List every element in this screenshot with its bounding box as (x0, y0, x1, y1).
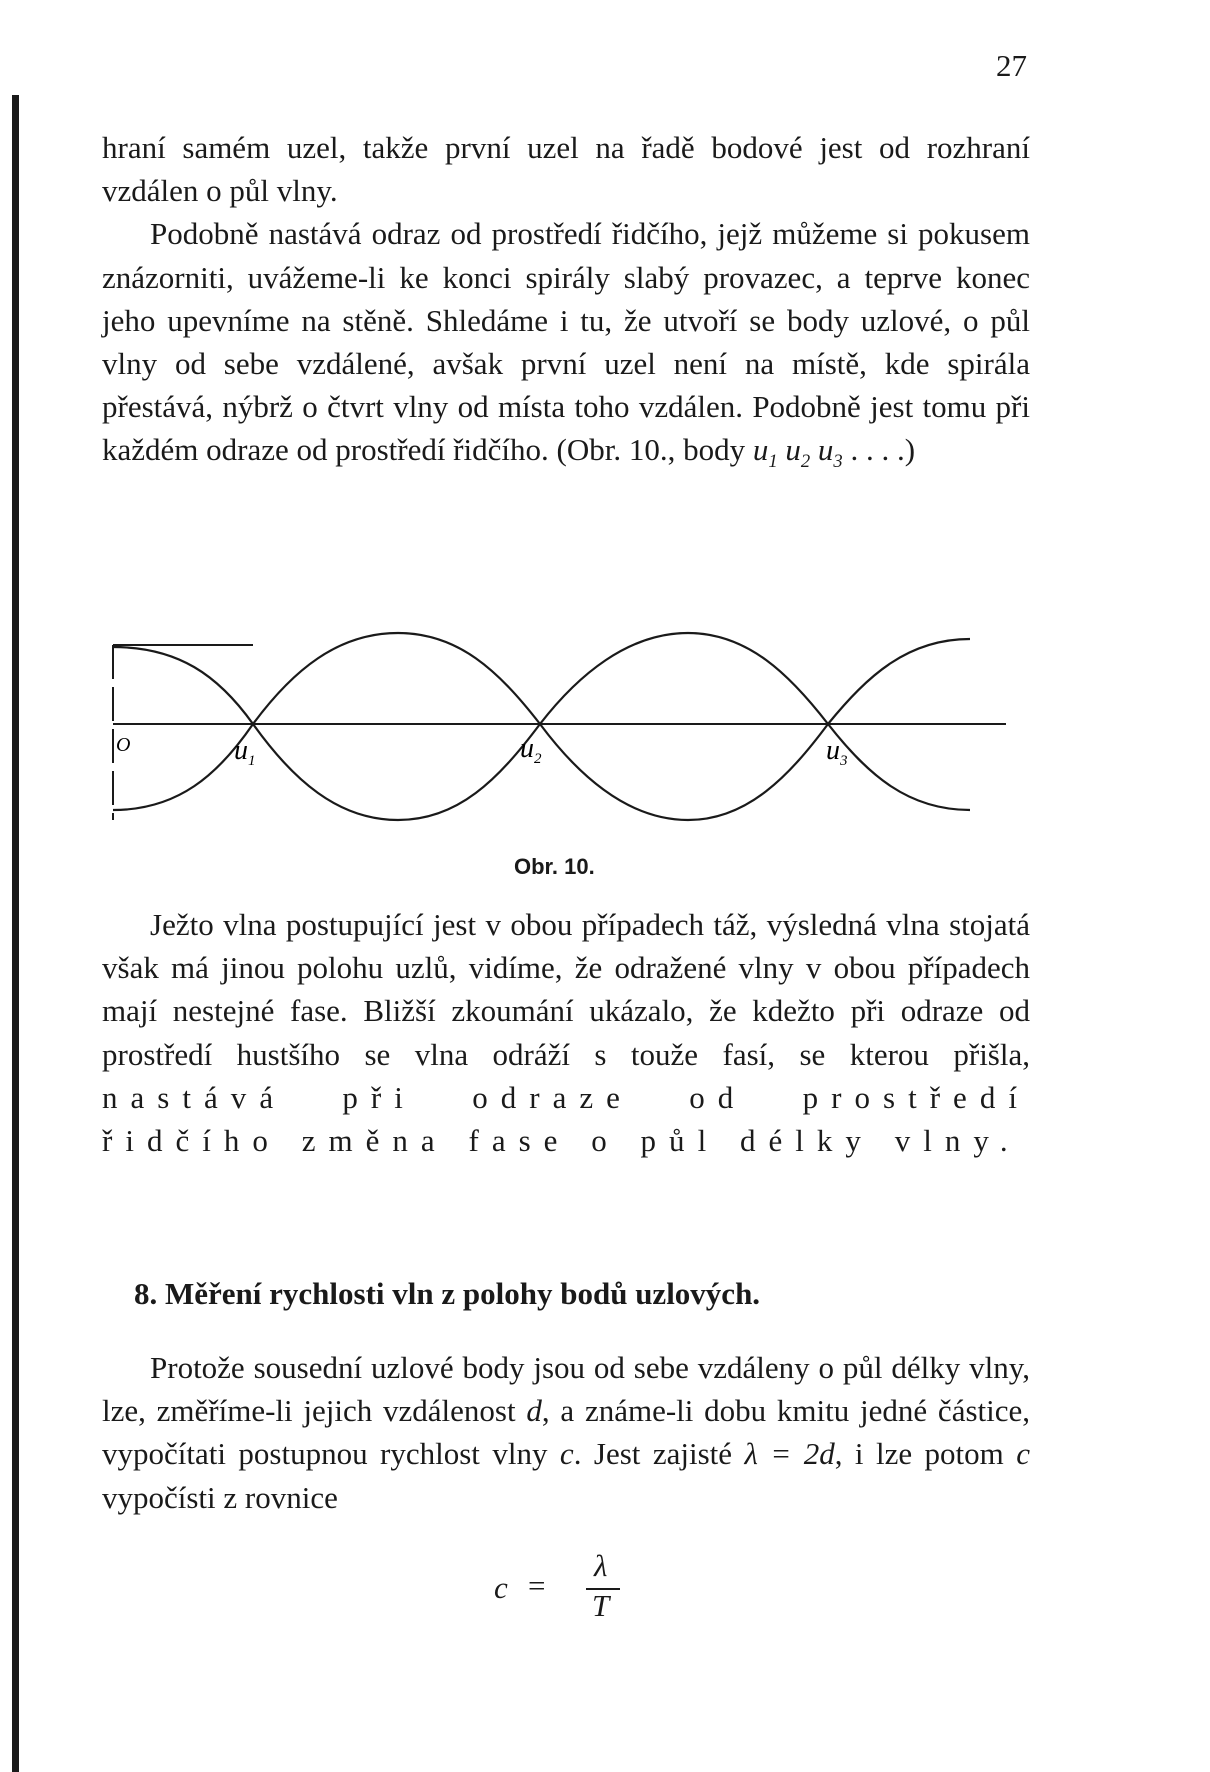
symbol-c-2: c (1016, 1436, 1030, 1472)
paragraph-1-main: Podobně nastává odraz od prostředí řidčího, jejž můžeme si pokusem znázorniti, uvážeme-li ke konci spirály slabý provazec, a teprve konec jeho upevníme na stěně. Shledáme i tu, že utvoří se body uzlové, o půl vlny od sebe vzdálené, avšak první uzel není na místě, kde spirála přestává, nýbrž o čtvrt vlny od místa toho vzdálen. Podobně jest tomu při každém odraze od prostředí řidčího. (Obr. 10., body (102, 216, 1030, 468)
node-symbol-3: $u_3$ (817, 432, 843, 473)
formula-lhs: c (494, 1570, 508, 1605)
paragraph-3: Protože sousední uzlové body jsou od sebe vzdáleny o půl délky vlny, lze, změříme-li jejich vzdálenost d, a známe-li dobu kmitu jedné částice, vypočítati postupnou rychlost vlny c. Jest zajisté λ = 2d, i lze potom c vypočísti z rovnice (102, 1350, 1031, 1515)
formula-equals: = (528, 1568, 546, 1603)
page-number: 27 (996, 48, 1027, 83)
paragraph-1-tail: . . . .) (842, 432, 916, 468)
node-symbol-1: $u_1$ (752, 432, 778, 473)
paragraph-2-spaced: nastává při odraze od prostředí řidčího změna fase o půl délky vlny. (102, 1079, 1030, 1159)
page-edge-bar (12, 95, 19, 1772)
figure-standing-wave (108, 625, 1008, 847)
formula-numerator: λ (594, 1548, 608, 1583)
node-label-3: $u_3$ (826, 735, 848, 769)
node-label-2: $u_2$ (520, 733, 542, 767)
formula (494, 1548, 644, 1628)
section-heading: 8. Měření rychlosti vln z polohy bodů uzlových. (134, 1276, 761, 1311)
formula-denominator: T (592, 1588, 610, 1623)
paragraph-1 (102, 126, 1030, 484)
inline-equation: λ = 2d (744, 1436, 835, 1472)
node-label-1: $u_1$ (234, 735, 256, 769)
origin-label: O (116, 734, 131, 756)
figure-caption: Obr. 10. (514, 854, 595, 879)
wave-curve-b (113, 633, 970, 820)
symbol-c: c (559, 1436, 574, 1472)
symbol-d: d (526, 1393, 542, 1429)
paragraph-2-normal: Ježto vlna postupující jest v obou případech táž, výsledná vlna stojatá však má jinou polohu uzlů, vidíme, že odražené vlny v obou případech mají nestejné fase. Bližší zkoumání ukázalo, že kdežto při odraze od prostředí hustšího se vlna odráží s touže fasí, se kterou přišla, (102, 907, 1030, 1072)
paragraph-1-lead: hraní samém uzel, takže první uzel na řadě bodové jest od rozhraní vzdálen o půl vlny. (102, 130, 1030, 209)
node-symbol-2: $u_2$ (785, 432, 811, 473)
paragraph-2 (102, 903, 1030, 1162)
